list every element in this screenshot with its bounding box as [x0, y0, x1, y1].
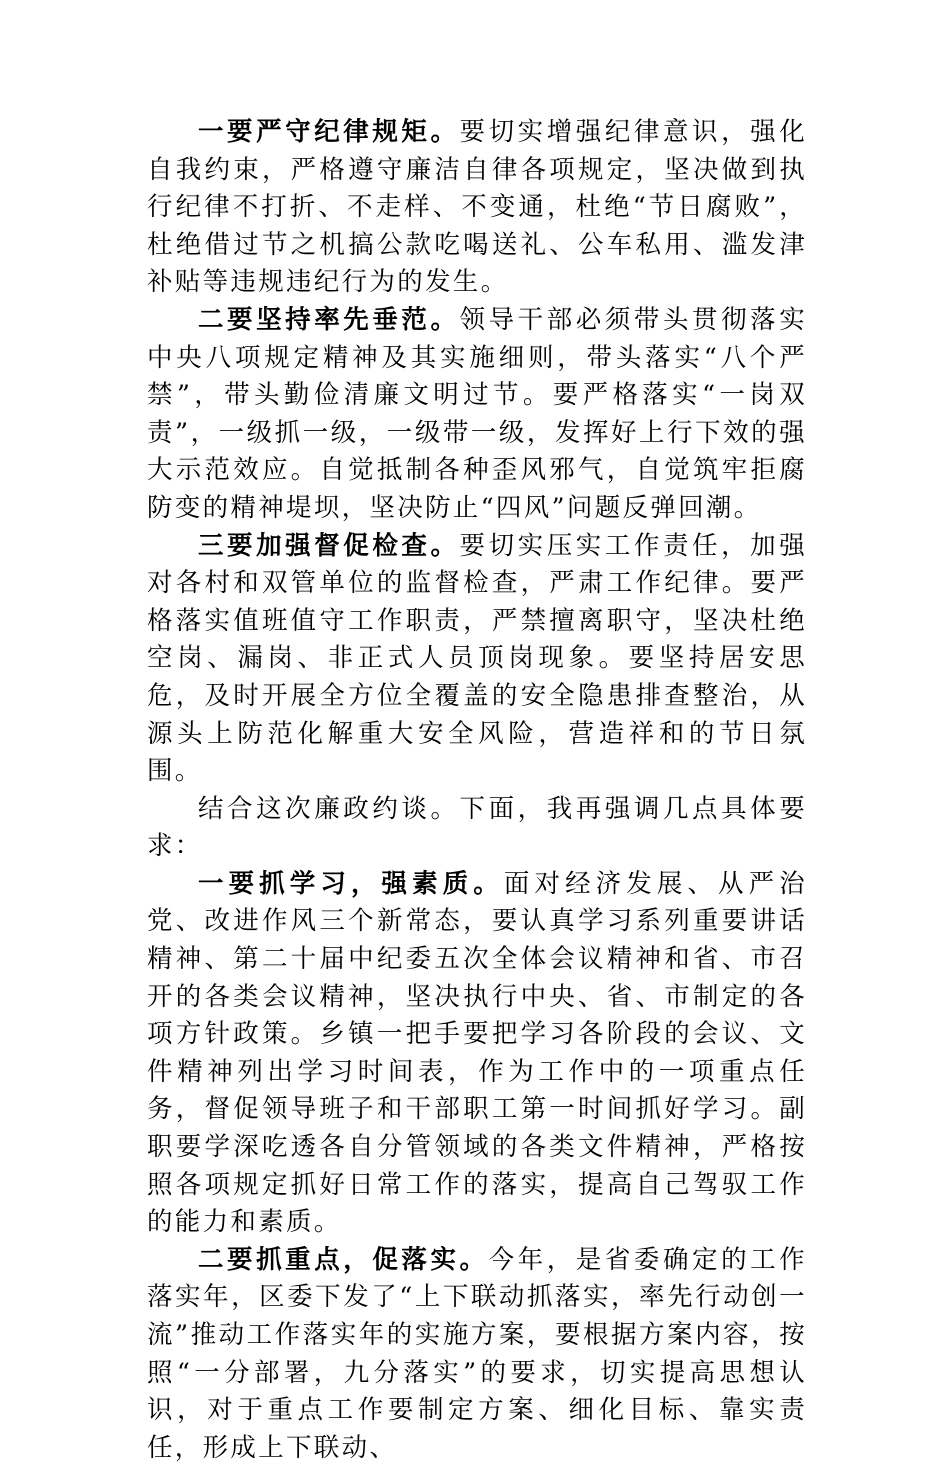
- paragraph-5: [147, 866, 807, 1242]
- paragraph-3: [147, 528, 807, 791]
- paragraph-3-body: 要切实压实工作责任，加强对各村和双管单位的监督检查，严肃工作纪律。要严格落实值班值守工作职责，严禁擅离职守，坚决杜绝空岗、漏岗、非正式人员顶岗现象。要坚持居安思危，及时开展全方位全覆盖的安全隐患排查整治，从源头上防范化解重大安全风险，营造祥和的节日氛围。: [147, 530, 808, 787]
- paragraph-2: [147, 302, 807, 528]
- paragraph-6-heading: 二要抓重点，促落实。: [198, 1244, 489, 1275]
- paragraph-5-body: 面对经济发展、从严治党、改进作风三个新常态，要认真学习系列重要讲话精神、第二十届中纪委五次全体会议精神和省、市召开的各类会议精神，坚决执行中央、省、市制定的各项方针政策。乡镇一把手要把学习各阶段的会议、文件精神列出学习时间表，作为工作中的一项重点任务，督促领导班子和干部职工第一时间抓好学习。副职要学深吃透各自分管领域的各类文件精神，严格按照各项规定抓好日常工作的落实，提高自己驾驭工作的能力和素质。: [147, 868, 807, 1238]
- paragraph-6-body: 今年，是省委确定的工作落实年，区委下发了“上下联动抓落实，率先行动创一流”推动工作落实年的实施方案，要根据方案内容，按照“一分部署，九分落实”的要求，切实提高思想认识，对于重点工作要制定方案、细化目标、靠实责任，形成上下联动、: [147, 1244, 807, 1463]
- document-page: [147, 114, 807, 1467]
- paragraph-1: [147, 114, 807, 302]
- paragraph-2-body: 领导干部必须带头贯彻落实中央八项规定精神及其实施细则，带头落实“八个严禁”，带头勤俭清廉文明过节。要严格落实“一岗双责”，一级抓一级，一级带一级，发挥好上行下效的强大示范效应。自觉抵制各种歪风邪气，自觉筑牢拒腐防变的精神堤坝，坚决防止“四风”问题反弹回潮。: [147, 304, 808, 523]
- paragraph-2-heading: 二要坚持率先垂范。: [198, 304, 460, 335]
- paragraph-3-heading: 三要加强督促检查。: [198, 530, 460, 561]
- paragraph-1-body: 要切实增强纪律意识，强化自我约束，严格遵守廉洁自律各项规定，坚决做到执行纪律不打折、不走样、不变通，杜绝“节日腐败”，杜绝借过节之机搞公款吃喝送礼、公车私用、滥发津补贴等违规违纪行为的发生。: [147, 117, 808, 298]
- paragraph-4-body: 结合这次廉政约谈。下面，我再强调几点具体要求：: [147, 793, 807, 862]
- paragraph-5-heading: 一要抓学习，强素质。: [198, 868, 504, 899]
- paragraph-1-heading: 一要严守纪律规矩。: [198, 117, 460, 147]
- paragraph-6: [147, 1242, 807, 1467]
- paragraph-4: [147, 791, 807, 866]
